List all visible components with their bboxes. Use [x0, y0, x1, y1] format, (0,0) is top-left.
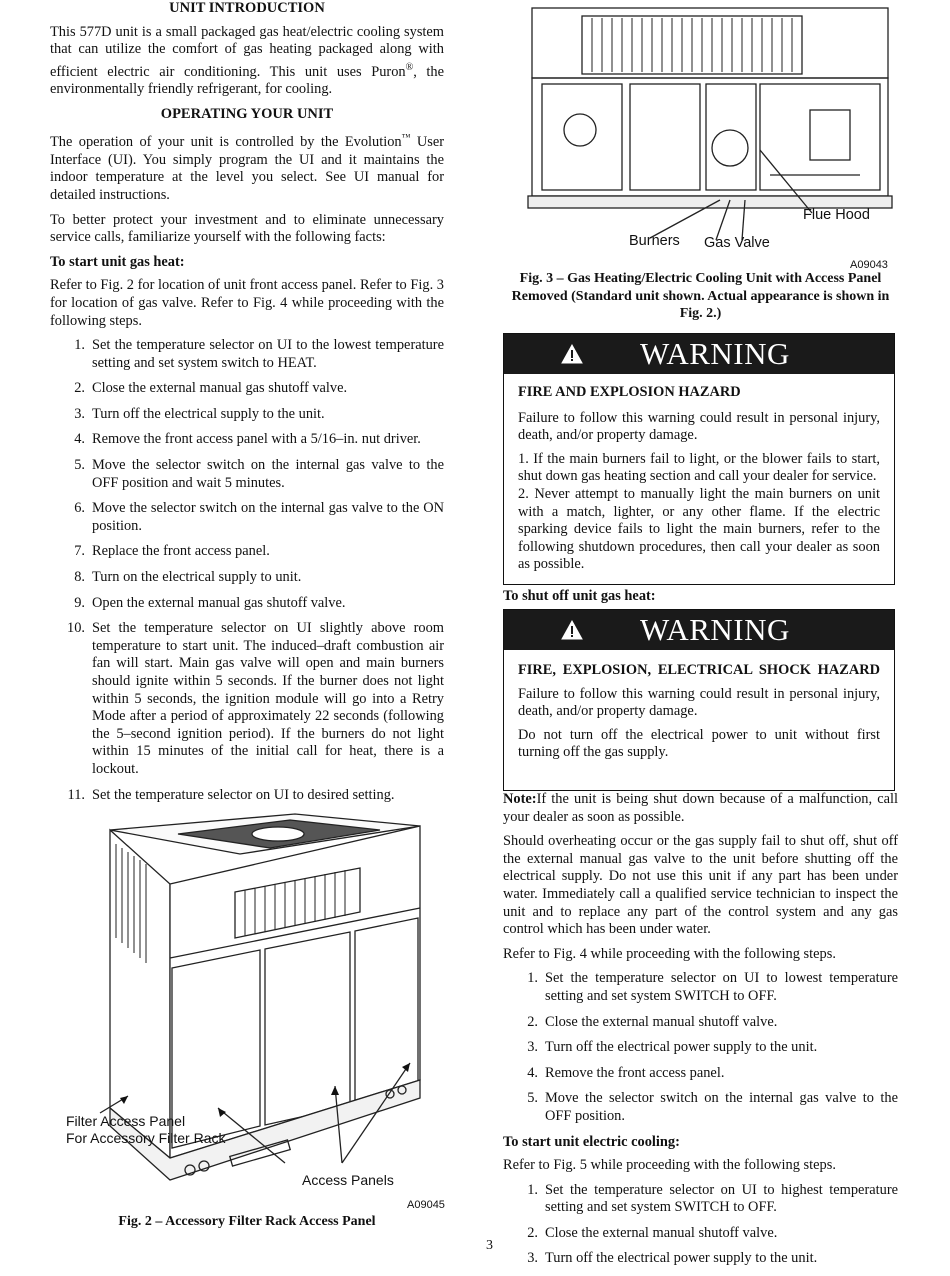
fig3-illustration: [520, 0, 898, 270]
step-number: 3.: [74, 405, 85, 422]
cooling-intro: Refer to Fig. 5 while proceeding with the following steps.: [503, 1157, 836, 1174]
step-text: Turn off the electrical power supply to the unit.: [545, 1250, 818, 1267]
step-number: 11.: [67, 786, 85, 803]
list-item: [50, 457, 444, 492]
step-text: Set the temperature selector on UI to the lowest temperature setting and set system switch to HEAT.: [92, 337, 444, 371]
operating-paragraph: The operation of your unit is controlled by the Evolution™ User Interface (UI). You simply program the UI and it maintains the indoor temperature at the level you select. See UI manual for detailed instructions.: [50, 132, 444, 203]
warning-hazard-title: FIRE, EXPLOSION, ELECTRICAL SHOCK HAZARD: [518, 662, 880, 678]
cooling-steps: [503, 1182, 898, 1268]
start-gas-heading: To start unit gas heat:: [50, 253, 185, 270]
step-text: Close the external manual gas shutoff valve.: [92, 380, 348, 397]
warning-triangle-icon: [561, 344, 583, 364]
warning-box-fire-explosion: [503, 333, 895, 585]
step-text: Move the selector switch on the internal gas valve to the OFF position.: [545, 1090, 898, 1124]
list-item: [50, 543, 444, 561]
warning-header: [504, 610, 894, 650]
step-number: 10.: [67, 620, 85, 637]
step-number: 1.: [74, 337, 85, 354]
packaged-unit-drawing: [60, 808, 440, 1218]
step-text: Turn on the electrical supply to unit.: [92, 569, 302, 586]
note-paragraph: Note:If the unit is being shut down because of a malfunction, call your dealer as soon as possible.: [503, 791, 898, 825]
step-text: Open the external manual gas shutoff valve.: [92, 594, 346, 611]
list-item: [503, 1090, 898, 1125]
shutoff-intro: Refer to Fig. 4 while proceeding with the following steps.: [503, 945, 836, 962]
shutoff-steps: [503, 970, 898, 1125]
fig3-label-flue: Flue Hood: [803, 207, 870, 223]
warning-body: [504, 650, 894, 774]
step-number: 1.: [527, 1181, 538, 1198]
list-item: [503, 1250, 898, 1268]
list-item: [503, 1014, 898, 1032]
fig3-label-burners: Burners: [629, 233, 680, 249]
cooling-heading: To start unit electric cooling:: [503, 1133, 680, 1150]
list-item: [50, 500, 444, 535]
step-number: 4.: [527, 1064, 538, 1081]
warning-word: WARNING: [640, 612, 790, 647]
step-text: Turn off the electrical power supply to the unit.: [545, 1039, 818, 1056]
step-number: 3.: [527, 1250, 538, 1267]
warning-text-2: Do not turn off the electrical power to unit without first turning off the gas supply.: [518, 726, 880, 761]
warning-body: [504, 374, 894, 586]
gas-unit-drawing: [520, 0, 898, 270]
step-text: Set the temperature selector on UI to lowest temperature setting and set system SWITCH to OFF.: [545, 970, 898, 1004]
list-item: [503, 1225, 898, 1243]
left-column: [50, 0, 444, 812]
fig2-label-filter-1: Filter Access Panel: [66, 1113, 186, 1129]
list-item: [50, 569, 444, 587]
list-item: [503, 1065, 898, 1083]
step-text: Set the temperature selector on UI to desired setting.: [92, 786, 395, 803]
warning-text-2: 1. If the main burners fail to light, or the blower fails to start, shut down gas heating section and call your dealer for service.: [518, 450, 880, 485]
operating-heading: OPERATING YOUR UNIT: [160, 105, 334, 122]
protect-paragraph: To better protect your investment and to eliminate unnecessary service calls, familiarize yourself with the following facts:: [50, 211, 444, 246]
step-number: 2.: [527, 1013, 538, 1030]
step-text: Replace the front access panel.: [92, 543, 270, 560]
warning-text-1: Failure to follow this warning could result in personal injury, death, and/or property damage.: [518, 409, 880, 444]
list-item: [50, 380, 444, 398]
page-number: 3: [486, 1238, 493, 1253]
right-lower-column: [503, 791, 898, 1276]
warning-header: [504, 334, 894, 374]
step-number: 2.: [527, 1224, 538, 1241]
warning-text-1: Failure to follow this warning could result in personal injury, death, and/or property damage.: [518, 685, 880, 720]
fig2-caption: Fig. 2 – Accessory Filter Rack Access Panel: [118, 1214, 376, 1229]
overheat-paragraph: Should overheating occur or the gas supply fail to shut off, shut off the external manual gas valve to the unit before shutting off the electrical supply. Do not use this unit if any part has been under water. Immediately call a qualified service technician to inspect the unit and to replace any part of the control system and any gas control which has been under water.: [503, 833, 898, 938]
list-item: [50, 787, 444, 805]
step-text: Set the temperature selector on UI slightly above room temperature to start unit. The induced–draft combustion air fan will start. Main gas valve will open and main burners should ignite within 5 seconds. If the burner does not light within 5 seconds, the ignition module will go into a Retry Mode after a period of approximately 22 seconds (following the 5–second ignition period). If the burners do not light within 15 minutes of the initial call for heat, there is a lockout.: [92, 620, 444, 777]
step-number: 1.: [527, 970, 538, 987]
step-text: Remove the front access panel with a 5/16–in. nut driver.: [92, 431, 421, 448]
step-number: 6.: [74, 500, 85, 517]
warning-text-3: 2. Never attempt to manually light the main burners on unit with a match, lighter, or any other flame. If the electric sparking device fails to light the main burners, refer to the following shutdown procedures, then call your dealer as soon as possible.: [518, 485, 880, 573]
step-number: 2.: [74, 380, 85, 397]
fig3-code: A09043: [850, 259, 888, 271]
shutoff-heading: To shut off unit gas heat:: [503, 588, 656, 604]
fig3-caption: Fig. 3 – Gas Heating/Electric Cooling Unit with Access Panel Removed (Standard unit shown. Actual appearance is shown in Fig. 2.): [511, 271, 890, 321]
step-number: 5.: [527, 1090, 538, 1107]
list-item: [50, 620, 444, 778]
step-text: Move the selector switch on the internal gas valve to the OFF position and wait 5 minutes.: [92, 457, 444, 491]
intro-heading: UNIT INTRODUCTION: [169, 0, 325, 16]
step-text: Remove the front access panel.: [545, 1064, 725, 1081]
fig2-code: A09045: [407, 1199, 445, 1211]
list-item: [50, 337, 444, 372]
step-text: Close the external manual shutoff valve.: [545, 1013, 778, 1030]
step-number: 5.: [74, 457, 85, 474]
fig2-label-access: Access Panels: [302, 1172, 394, 1188]
warning-hazard-title: FIRE AND EXPLOSION HAZARD: [518, 384, 741, 400]
list-item: [503, 1182, 898, 1217]
warning-box-electrical-shock: [503, 609, 895, 791]
list-item: [503, 1039, 898, 1057]
step-number: 7.: [74, 543, 85, 560]
step-number: 3.: [527, 1039, 538, 1056]
intro-paragraph: This 577D unit is a small packaged gas heat/electric cooling system that can utilize the comfort of gas heating packaged along with efficient electric air conditioning. This unit uses Puron®, the environmentally friendly refrigerant, for cooling.: [50, 23, 444, 98]
step-text: Move the selector switch on the internal gas valve to the ON position.: [92, 500, 444, 534]
step-number: 9.: [74, 594, 85, 611]
step-number: 8.: [74, 569, 85, 586]
list-item: [50, 595, 444, 613]
step-text: Close the external manual shutoff valve.: [545, 1224, 778, 1241]
list-item: [50, 406, 444, 424]
step-number: 4.: [74, 431, 85, 448]
step-text: Set the temperature selector on UI to highest temperature setting and set system SWITCH to OFF.: [545, 1181, 898, 1216]
fig2-illustration: [60, 808, 445, 1218]
list-item: [50, 431, 444, 449]
fig2-label-filter-2: For Accessory Filter Rack: [66, 1130, 226, 1146]
start-gas-steps: [50, 337, 444, 804]
list-item: [503, 970, 898, 1005]
start-gas-intro: Refer to Fig. 2 for location of unit front access panel. Refer to Fig. 3 for location of gas valve. Refer to Fig. 4 while proceeding with the following steps.: [50, 277, 444, 329]
fig3-label-gasvalve: Gas Valve: [704, 235, 770, 251]
step-text: Turn off the electrical supply to the unit.: [92, 405, 325, 422]
warning-triangle-icon: [561, 620, 583, 640]
warning-word: WARNING: [640, 336, 790, 371]
